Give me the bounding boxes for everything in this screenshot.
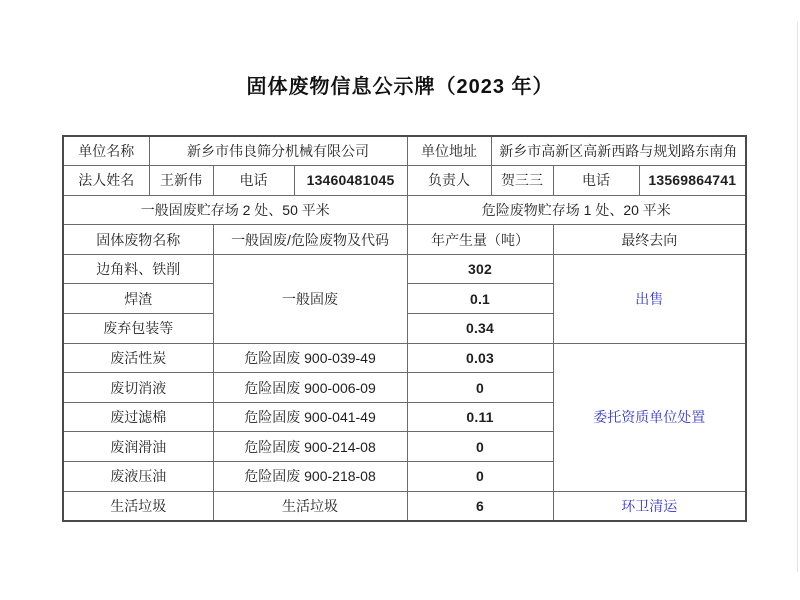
waste-amount: 0.11 bbox=[407, 402, 553, 432]
waste-amount: 302 bbox=[407, 254, 553, 284]
row-header bbox=[63, 225, 746, 255]
waste-amount: 0 bbox=[407, 373, 553, 403]
waste-name: 废过滤棉 bbox=[63, 402, 213, 432]
waste-name: 焊渣 bbox=[63, 284, 213, 314]
col-header-annual-amount: 年产生量（吨） bbox=[407, 225, 553, 255]
manager-value: 贺三三 bbox=[491, 166, 553, 196]
row-storage bbox=[63, 195, 746, 225]
waste-name: 废润滑油 bbox=[63, 432, 213, 462]
manager-label: 负责人 bbox=[407, 166, 491, 196]
waste-name: 废活性炭 bbox=[63, 343, 213, 373]
col-header-name: 固体废物名称 bbox=[63, 225, 213, 255]
waste-amount: 0.1 bbox=[407, 284, 553, 314]
waste-category-code: 危险固废 900-218-08 bbox=[213, 462, 407, 492]
col-header-destination: 最终去向 bbox=[553, 225, 746, 255]
waste-name: 废切消液 bbox=[63, 373, 213, 403]
phone-label-2: 电话 bbox=[553, 166, 639, 196]
table-row bbox=[63, 254, 746, 284]
waste-category-domestic: 生活垃圾 bbox=[213, 491, 407, 521]
phone-label-1: 电话 bbox=[213, 166, 294, 196]
legal-person-label: 法人姓名 bbox=[63, 166, 149, 196]
waste-amount: 6 bbox=[407, 491, 553, 521]
waste-info-table bbox=[62, 135, 747, 522]
table-row bbox=[63, 343, 746, 373]
table-row bbox=[63, 491, 746, 521]
unit-name-label: 单位名称 bbox=[63, 136, 149, 166]
page-edge-line bbox=[797, 22, 798, 572]
unit-address-label: 单位地址 bbox=[407, 136, 491, 166]
waste-name: 边角料、铁削 bbox=[63, 254, 213, 284]
waste-category-general: 一般固废 bbox=[213, 254, 407, 343]
legal-person-value: 王新伟 bbox=[149, 166, 213, 196]
waste-amount: 0.34 bbox=[407, 314, 553, 344]
waste-name: 废弃包装等 bbox=[63, 314, 213, 344]
hazardous-storage-info: 危险废物贮存场 1 处、20 平米 bbox=[407, 195, 746, 225]
waste-category-code: 危险固废 900-039-49 bbox=[213, 343, 407, 373]
unit-name-value: 新乡市伟良筛分机械有限公司 bbox=[149, 136, 407, 166]
waste-destination-sell: 出售 bbox=[553, 254, 746, 343]
col-header-category-code: 一般固废/危险废物及代码 bbox=[213, 225, 407, 255]
waste-name: 生活垃圾 bbox=[63, 491, 213, 521]
waste-name: 废液压油 bbox=[63, 462, 213, 492]
phone-value-1: 13460481045 bbox=[294, 166, 407, 196]
general-storage-info: 一般固废贮存场 2 处、50 平米 bbox=[63, 195, 407, 225]
phone-value-2: 13569864741 bbox=[639, 166, 746, 196]
waste-amount: 0 bbox=[407, 462, 553, 492]
waste-category-code: 危险固废 900-041-49 bbox=[213, 402, 407, 432]
waste-destination-entrusted: 委托资质单位处置 bbox=[553, 343, 746, 491]
page-title: 固体废物信息公示牌（2023 年） bbox=[246, 76, 554, 98]
waste-destination-sanitation: 环卫清运 bbox=[553, 491, 746, 521]
row-unit bbox=[63, 136, 746, 166]
waste-category-code: 危险固废 900-006-09 bbox=[213, 373, 407, 403]
waste-category-code: 危险固废 900-214-08 bbox=[213, 432, 407, 462]
unit-address-value: 新乡市高新区高新西路与规划路东南角 bbox=[491, 136, 746, 166]
waste-amount: 0 bbox=[407, 432, 553, 462]
waste-amount: 0.03 bbox=[407, 343, 553, 373]
row-contacts bbox=[63, 166, 746, 196]
